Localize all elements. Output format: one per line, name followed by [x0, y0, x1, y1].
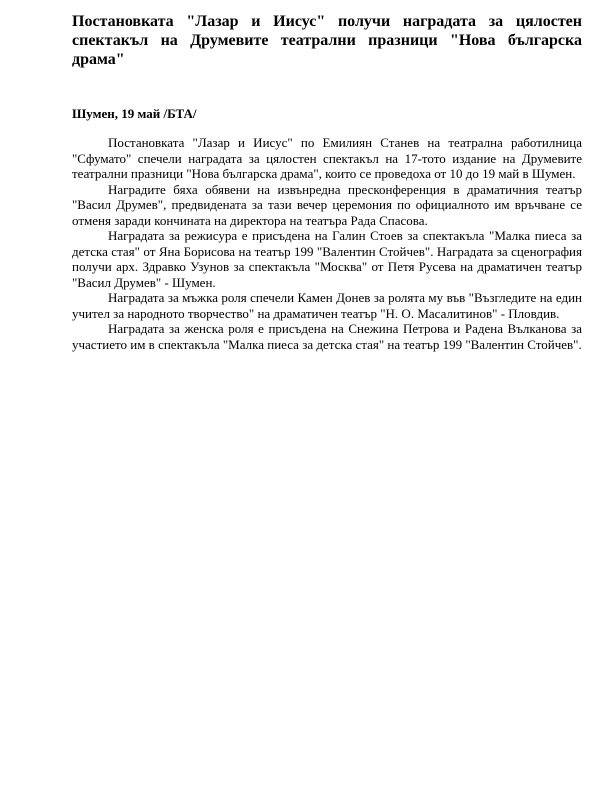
article-paragraph: Наградите бяха обявени на извънредна пресконференция в драматичния театър "Васил Друмев", предвидената за тази вечер церемония по официалното им връчване се отменя заради кончината на директора на театъра Рада Спасова. — [72, 181, 582, 228]
article-paragraph: Наградата за мъжка роля спечели Камен Донев за ролята му във "Възгледите на един учител за народното творчество" на драматичен театър "Н. О. Масалитинов" - Пловдив. — [72, 290, 582, 321]
article-paragraph: Постановката "Лазар и Иисус" по Емилиян Станев на театрална работилница "Сфумато" спечели наградата за цялостен спектакъл на 17-тото издание на Друмевите театрални празници "Нова българска драма", които се проведоха от 10 до 19 май в Шумен. — [72, 135, 582, 181]
article-paragraph: Наградата за женска роля е присъдена на Снежина Петрова и Радена Вълканова за участието им в спектакъла "Малка пиеса за детска стая" на театър 199 "Валентин Стойчев". — [72, 321, 582, 352]
document-page — [72, 12, 582, 352]
article-paragraph: Наградата за режисура е присъдена на Галин Стоев за спектакъла "Малка пиеса за детска стая" от Яна Борисова на театър 199 "Валентин Стойчев". Наградата за сценография получи арх. Здравко Узунов за спектакъла "Москва" от Петя Русева на драматичен театър "Васил Друмев" - Шумен. — [72, 228, 582, 290]
article-body — [72, 135, 582, 352]
article-title: Постановката "Лазар и Иисус" получи наградата за цялостен спектакъл на Друмевите театрални празници "Нова българска драма" — [72, 13, 582, 68]
article-dateline: Шумен, 19 май /БТА/ — [72, 106, 197, 121]
